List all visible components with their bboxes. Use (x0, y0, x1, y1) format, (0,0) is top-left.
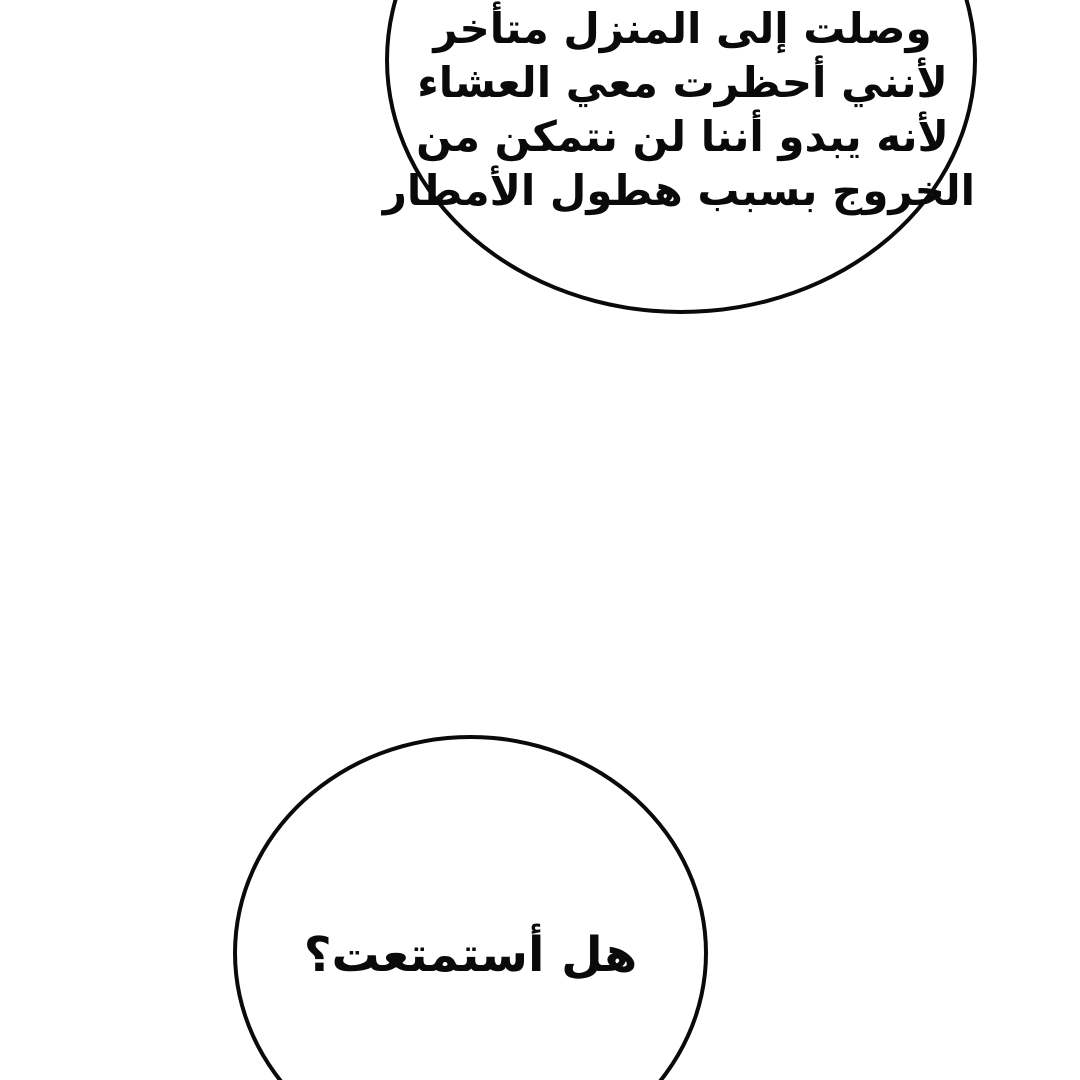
dialogue-line-4: الخروج بسبب هطول الأمطار (382, 166, 975, 215)
speech-text-top (382, 2, 975, 218)
dialogue-line-2: لأنني أحظرت معي العشاء (417, 58, 948, 107)
speech-bubble-bottom (233, 735, 708, 1080)
speech-text-bottom (231, 924, 710, 986)
dialogue-line-1: وصلت إلى المنزل متأخر (433, 4, 932, 53)
dialogue-line-3: لأنه يبدو أننا لن نتمكن من (416, 112, 949, 161)
dialogue-line-question: هل أستمتعت؟ (303, 927, 638, 983)
